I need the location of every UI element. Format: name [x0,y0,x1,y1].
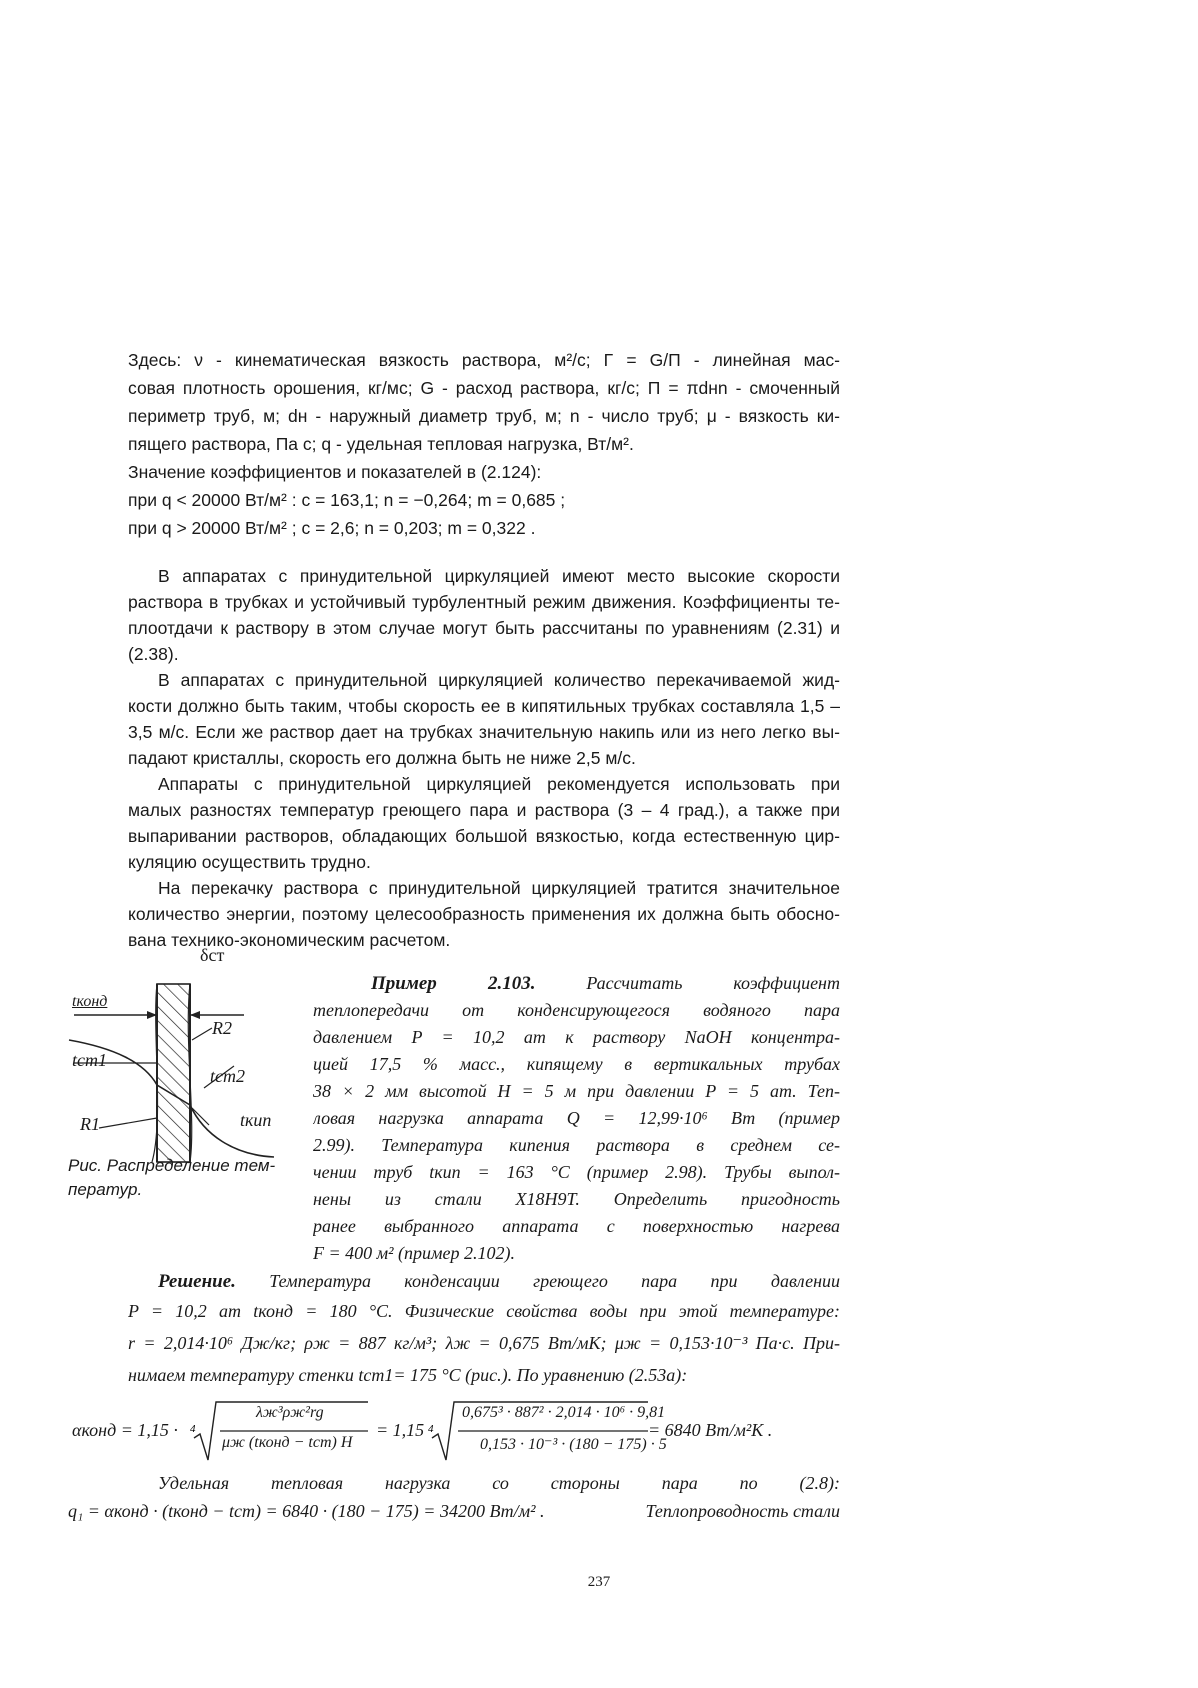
notes-line-7: при q > 20000 Вт/м² ; c = 2,6; n = 0,203; m = 0,322 . [128,518,536,538]
para2-line-3: 3,5 м/с. Если же раствор дает на трубках значительную накипь или из него легко вы- [128,722,840,742]
solution-line-6-tail: Теплопроводность стали [645,1501,840,1521]
notes-line-1: Здесь: ν - кинематическая вязкость раствора, м²/с; Γ = G/Π - линейная мас- [128,350,840,370]
wall-hatch [157,984,190,1162]
example-line-9: нены из стали Х18Н9Т. Определить пригодность [313,1189,840,1209]
para3-line-2: малых разностях температур греющего пара и раствора (3 – 4 град.), а также при [128,800,840,820]
para3-line-1: Аппараты с принудительной циркуляцией рекомендуется использовать при [158,774,840,794]
para2-line-2: кости должно быть таким, чтобы скорость ее в кипятильных трубках составляла 1,5 – [128,696,840,716]
word-udelnaya: Удельная [158,1473,230,1493]
example-line-2: теплопередачи от конденсирующегося водяного пара [313,1000,840,1020]
solution-line-4: нимаем температуру стенки tст1= 175 °С (рис.). По уравнению (2.53а): [128,1365,688,1385]
para3-line-3: выпаривании растворов, обладающих большой вязкостью, когда естественную цир- [128,826,840,846]
word-nagruzka: нагрузка [384,1473,451,1493]
example-line-6: ловая нагрузка аппарата Q = 12,99·10⁶ Вт (пример [313,1108,840,1128]
example-line-11: F = 400 м² (пример 2.102). [313,1243,515,1263]
para1-line-2: раствора в трубках и устойчивый турбулентный режим движения. Коэффициенты те- [128,592,840,612]
solution-line-1 [128,1268,840,1296]
root-index-1: 4 [190,1423,196,1435]
formula-numerator-2: 0,675³ · 887² · 2,014 · 10⁶ · 9,81 [462,1404,666,1421]
solution-line-3: r = 2,014·10⁶ Дж/кг; ρж = 887 кг/м³; λж = 0,675 Вт/мК; μж = 0,153·10⁻³ Па·с. При- [128,1333,840,1353]
example-line-5: 38 × 2 мм высотой H = 5 м при давлении P = 5 ат. Теп- [313,1081,840,1101]
label-t-st1: tст1 [72,1050,107,1070]
label-t-kond: tконд [72,993,108,1010]
formula-numerator-1: λж³ρж²rg [256,1404,324,1421]
para2-line-4: падают кристаллы, скорость его должна быть не ниже 2,5 м/с. [128,748,636,768]
example-line-1 [313,970,840,998]
solution-line-2: P = 10,2 ат tконд = 180 °С. Физические свойства воды при этой температуре: [128,1301,840,1321]
word-ref-2-8: (2.8): [799,1473,840,1493]
notes-line-6: при q < 20000 Вт/м² : c = 163,1; n = −0,264; m = 0,685 ; [128,490,566,510]
solution-line-6 [68,1498,840,1526]
example-line-1-text: Рассчитать коэффициент [586,973,840,993]
example-line-10: ранее выбранного аппарата с поверхностью нагрева [313,1216,840,1236]
para3-line-4: куляцию осуществить трудно. [128,852,371,872]
para1-line-1: В аппаратах с принудительной циркуляцией имеют место высокие скорости [158,566,840,586]
word-so: со [492,1473,509,1493]
notes-line-4: пящего раствора, Па с; q - удельная тепловая нагрузка, Вт/м². [128,434,634,454]
example-line-3: давлением P = 10,2 ат к раствору NaOH концентра- [313,1027,840,1047]
notes-line-2: совая плотность орошения, кг/мс; G - расход раствора, кг/с; Π = πdнn - смоченный [128,378,840,398]
para1-line-3: плоотдачи к раствору в этом случае могут быть рассчитаны по уравнениям (2.31) и [128,618,840,638]
figure-caption-line-2: ператур. [68,1180,143,1199]
formula-lhs: αконд = 1,15 · [72,1420,178,1440]
word-teplovaya: тепловая [270,1473,344,1493]
word-po: по [739,1473,758,1493]
word-storony: стороны [550,1473,620,1493]
example-heading: Пример 2.103. [371,973,536,994]
formula-mid: = 1,15 [376,1420,425,1440]
para4-line-1: На перекачку раствора с принудительной циркуляцией тратится значительное [158,878,840,898]
label-r1: R1 [80,1114,100,1134]
para2-line-1: В аппаратах с принудительной циркуляцией количество перекачиваемой жид- [158,670,840,690]
page-number: 237 [587,1574,611,1590]
solution-heading: Решение. [158,1271,236,1292]
formula-denominator-1: μж (tконд − tст) H [222,1434,353,1451]
formula-denominator-2: 0,153 · 10⁻³ · (180 − 175) · 5 [480,1436,667,1453]
notes-line-3: периметр труб, м; dн - наружный диаметр труб, м; n - число труб; μ - вязкость ки- [128,406,840,426]
para1-line-4: (2.38). [128,644,179,664]
solution-line-5 [128,1470,840,1498]
example-line-7: 2.99). Температура кипения раствора в среднем се- [313,1135,840,1155]
solution-line-1-text: Температура конденсации греющего пара при давлении [269,1271,840,1291]
figure-caption-line-1: Рис. Распределение тем- [68,1156,276,1175]
example-line-4: цией 17,5 % масс., кипящему в вертикальных трубах [313,1054,840,1074]
label-t-st2: tст2 [210,1066,245,1086]
root-index-2: 4 [428,1423,434,1435]
formula-rhs: = 6840 Вт/м²К . [648,1420,773,1440]
label-r2: R2 [212,1018,232,1038]
notes-line-5: Значение коэффициентов и показателей в (2.124): [128,462,542,482]
label-t-kip: tкип [240,1110,272,1130]
heat-load-formula: q₁ = αконд · (tконд − tст) = 6840 · (180 − 175) = 34200 Вт/м² . [68,1501,545,1521]
word-para: пара [661,1473,698,1493]
para4-line-2: количество энергии, поэтому целесообразность применения их должна быть обосно- [128,904,840,924]
label-delta-st: δст [200,945,225,965]
para4-line-3: вана технико-экономическим расчетом. [128,930,451,950]
example-line-8: чении труб tкип = 163 °С (пример 2.98). Трубы выпол- [313,1162,840,1182]
